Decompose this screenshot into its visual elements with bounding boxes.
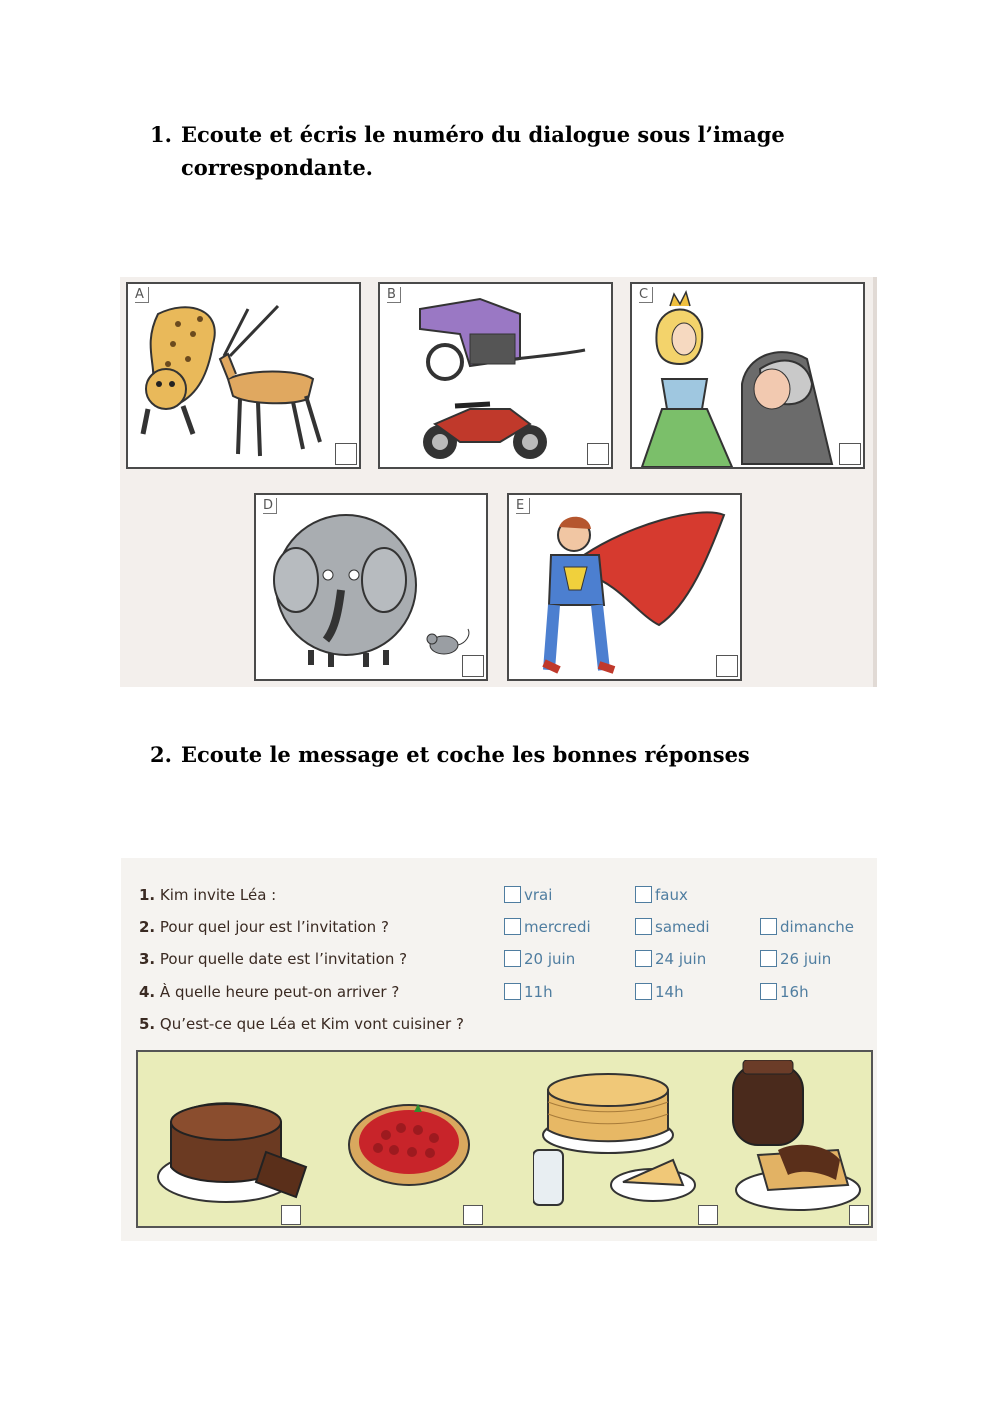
- exercise-1-line-1: Ecoute et écris le numéro du dialogue sous l’image: [181, 122, 785, 147]
- card-letter-c: C: [639, 287, 653, 303]
- option-16h[interactable]: [760, 983, 809, 1001]
- exercise-1-picture-panel: [120, 277, 877, 687]
- option-label: samedi: [655, 918, 710, 936]
- option-11h[interactable]: [504, 983, 553, 1001]
- question-2: [139, 918, 389, 936]
- answer-box-b[interactable]: [587, 443, 609, 465]
- gazelle-icon: [220, 306, 320, 456]
- exercise-2-instruction: [150, 738, 850, 771]
- picture-card-b: [378, 282, 613, 469]
- chocolate-cake-icon: [156, 1082, 316, 1212]
- option-samedi[interactable]: [635, 918, 710, 936]
- option-faux[interactable]: [635, 886, 688, 904]
- answer-box-waffle[interactable]: [849, 1205, 869, 1225]
- option-mercredi[interactable]: [504, 918, 591, 936]
- question-number: 4.: [139, 983, 156, 1001]
- exercise-2-number: 2.: [150, 742, 172, 767]
- answer-box-chocolate-cake[interactable]: [281, 1205, 301, 1225]
- option-label: dimanche: [780, 918, 854, 936]
- motorbike-icon: [423, 404, 547, 459]
- question-text: Pour quelle date est l’invitation ?: [159, 950, 408, 968]
- option-20-juin[interactable]: [504, 950, 575, 968]
- option-label: faux: [655, 886, 688, 904]
- option-label: 16h: [780, 983, 809, 1001]
- option-24-juin[interactable]: [635, 950, 706, 968]
- panel-edge: [873, 277, 877, 687]
- card-letter-b: B: [387, 287, 401, 303]
- checkbox[interactable]: [635, 950, 652, 967]
- answer-box-e[interactable]: [716, 655, 738, 677]
- exercise-1-line-2: correspondante.: [181, 155, 373, 180]
- princess-witch-illustration: [632, 284, 863, 467]
- mouse-icon: [427, 629, 469, 654]
- option-label: vrai: [524, 886, 553, 904]
- question-3: [139, 950, 407, 968]
- rickshaw-icon: [420, 299, 585, 379]
- answer-box-strawberry-tart[interactable]: [463, 1205, 483, 1225]
- checkbox[interactable]: [504, 886, 521, 903]
- question-text: Qu’est-ce que Léa et Kim vont cuisiner ?: [159, 1015, 464, 1033]
- option-label: 26 juin: [780, 950, 832, 968]
- checkbox[interactable]: [504, 950, 521, 967]
- question-number: 2.: [139, 918, 156, 936]
- picture-card-a: [126, 282, 361, 469]
- card-letter-a: A: [135, 287, 149, 303]
- exercise-2-title: Ecoute le message et coche les bonnes réponses: [181, 742, 750, 767]
- checkbox[interactable]: [635, 983, 652, 1000]
- question-number: 3.: [139, 950, 156, 968]
- leopard-icon: [143, 307, 215, 434]
- checkbox[interactable]: [635, 886, 652, 903]
- checkbox[interactable]: [504, 983, 521, 1000]
- option-label: mercredi: [524, 918, 591, 936]
- checkbox[interactable]: [760, 950, 777, 967]
- answer-box-a[interactable]: [335, 443, 357, 465]
- elephant-mouse-illustration: [256, 495, 486, 679]
- picture-card-e: [507, 493, 742, 681]
- card-letter-d: D: [263, 498, 277, 514]
- food-picture-strip: [136, 1050, 873, 1228]
- option-label: 20 juin: [524, 950, 576, 968]
- checkbox[interactable]: [760, 983, 777, 1000]
- rickshaw-motorbike-illustration: [380, 284, 611, 467]
- question-text: À quelle heure peut-on arriver ?: [159, 983, 400, 1001]
- question-text: Kim invite Léa :: [159, 886, 277, 904]
- question-4: [139, 983, 399, 1001]
- picture-card-c: [630, 282, 865, 469]
- superhero-icon: [544, 512, 724, 670]
- checkbox[interactable]: [504, 918, 521, 935]
- question-5: [139, 1015, 464, 1033]
- picture-card-d: [254, 493, 488, 681]
- option-26-juin[interactable]: [760, 950, 831, 968]
- question-number: 5.: [139, 1015, 156, 1033]
- option-label: 14h: [655, 983, 684, 1001]
- leopard-gazelle-illustration: [128, 284, 359, 467]
- exercise-2-worksheet: [121, 858, 877, 1241]
- princess-icon: [642, 292, 732, 467]
- answer-box-crepes[interactable]: [698, 1205, 718, 1225]
- exercise-1-instruction: [150, 118, 840, 184]
- checkbox[interactable]: [760, 918, 777, 935]
- question-1: [139, 886, 276, 904]
- option-label: 24 juin: [655, 950, 707, 968]
- answer-box-d[interactable]: [462, 655, 484, 677]
- waffle-chocolate-spread-icon: [718, 1060, 868, 1225]
- option-14h[interactable]: [635, 983, 684, 1001]
- exercise-1-number: 1.: [150, 122, 172, 147]
- card-letter-e: E: [516, 498, 530, 514]
- option-label: 11h: [524, 983, 553, 1001]
- question-text: Pour quel jour est l’invitation ?: [159, 918, 389, 936]
- answer-box-c[interactable]: [839, 443, 861, 465]
- option-dimanche[interactable]: [760, 918, 854, 936]
- question-number: 1.: [139, 886, 156, 904]
- superhero-illustration: [509, 495, 740, 679]
- checkbox[interactable]: [635, 918, 652, 935]
- strawberry-tart-icon: [346, 1090, 476, 1200]
- crepes-icon: [533, 1060, 703, 1225]
- witch-icon: [742, 352, 832, 464]
- option-vrai[interactable]: [504, 886, 552, 904]
- elephant-icon: [274, 515, 416, 667]
